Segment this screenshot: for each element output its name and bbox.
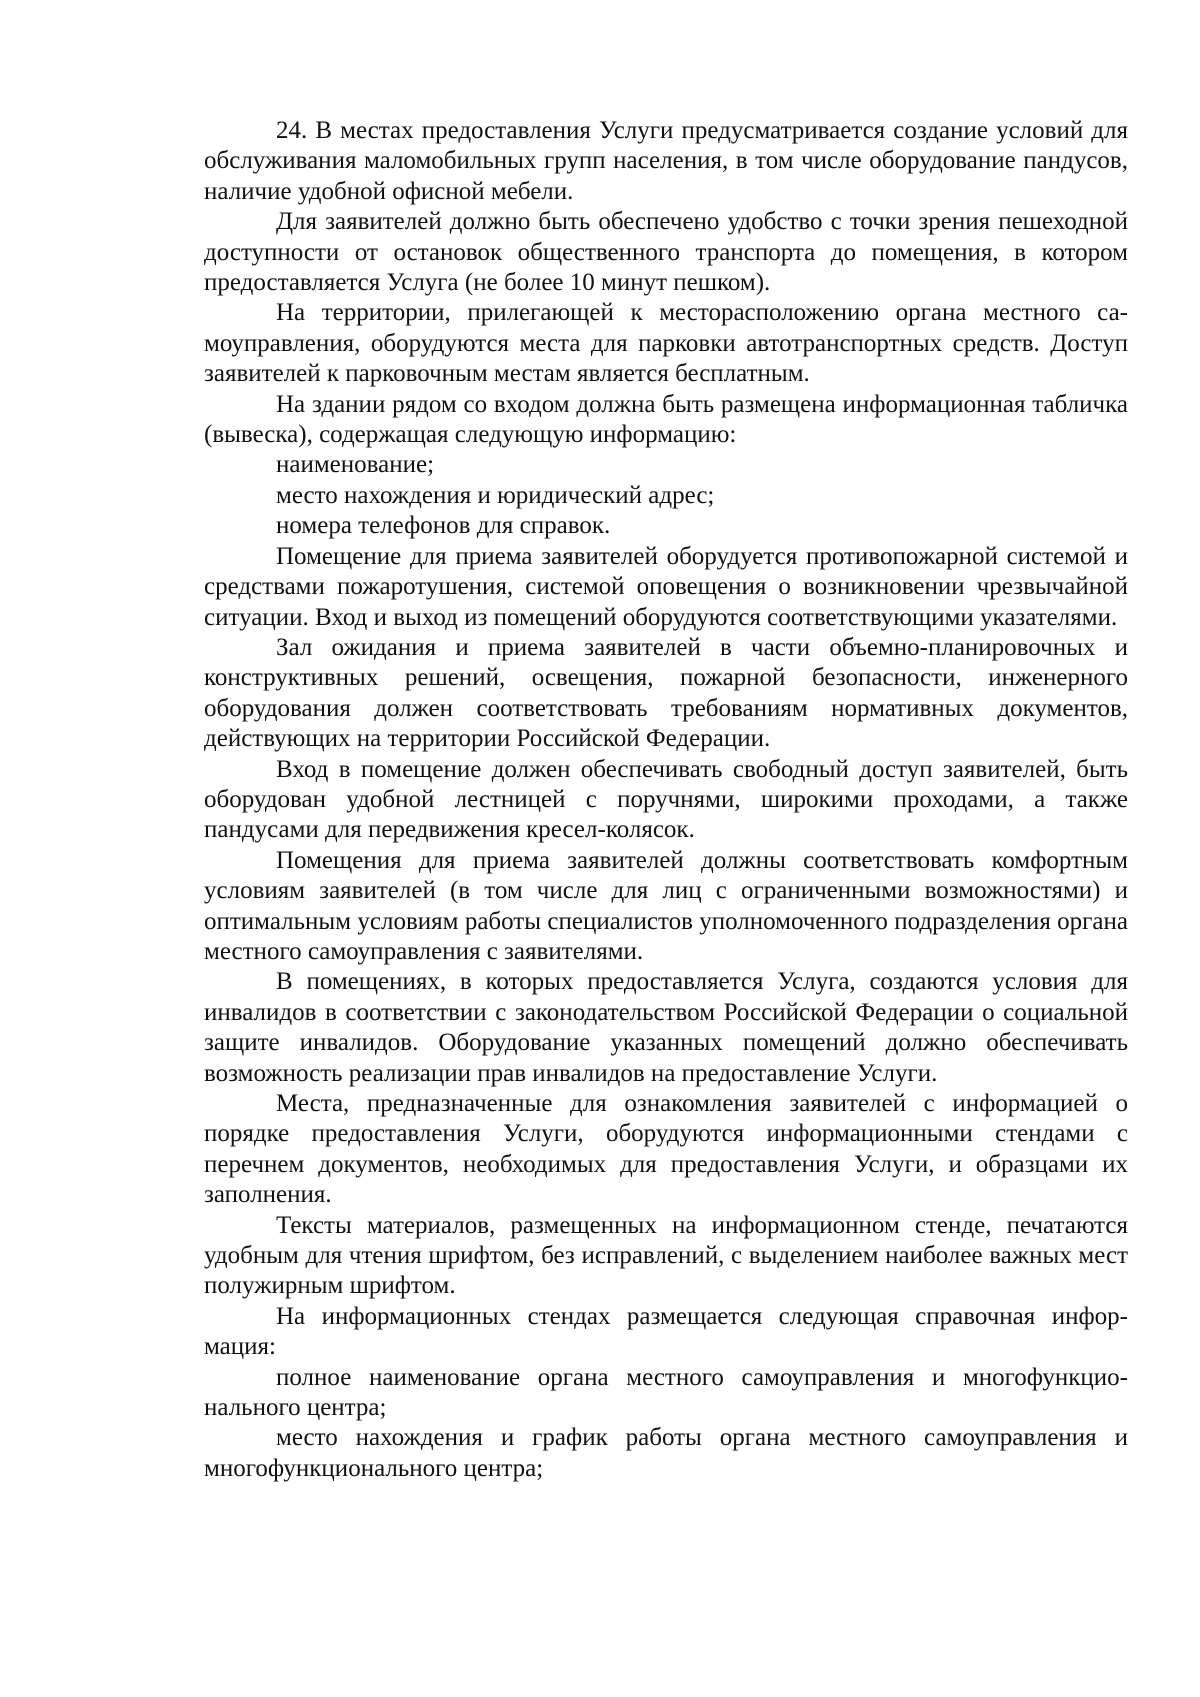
paragraph-disabled-conditions: В помещениях, в которых предоставляется Услуга, создаются условия для инвалидов в соответствии с законодательством Российской Федерации о социальной защите инвалидов. Оборудование указанных помещений должно обеспечивать возможность реализации прав инвалидов на предоставление Услуги. [204, 968, 1128, 1087]
list-item-phones: номера телефонов для справок. [276, 512, 611, 540]
paragraph-pedestrian-access: Для заявителей должно быть обеспечено удобство с точки зрения пешеходной доступности от остановок общественного транспорта до помещения, в котором предоставляется Услуга (не более 10 минут пешком). [204, 208, 1128, 297]
list-item-location-schedule: место нахождения и график работы органа местного самоуправления и многофункционального центра; [204, 1424, 1128, 1482]
paragraph-item-24: 24. В местах предоставления Услуги предусматривается создание условий для обслуживания маломобильных групп населения, в том числе оборудование пандусов, наличие удобной офисной мебели. [204, 117, 1128, 205]
paragraph-info-stands: Места, предназначенные для ознакомления заявителей с информацией о порядке предоставления Услуги, оборудуются информационными стендами с перечнем документов, необходимых для предоставления Услуги, и образцами их заполнения. [204, 1090, 1128, 1209]
paragraph-waiting-hall: Зал ожидания и приема заявителей в части объемно-планировочных и конструктивных решений, освещения, пожарной безопасности, инженерного оборудования должен соответствовать требованиям нормативных документов, действующих на территории Российской Федерации. [204, 633, 1128, 753]
list-item-name: наименование; [276, 451, 435, 479]
list-item-address: место нахождения и юридический адрес; [276, 481, 715, 509]
paragraph-entrance: Вход в помещение должен обеспечивать свободный доступ заявителей, быть оборудован удобной лестницей с поручнями, широкими проходами, а также пандусами для передвижения кресел-колясок. [204, 755, 1128, 844]
paragraph-stand-texts: Тексты материалов, размещенных на информационном стенде, печатаются удобным для чтения шрифтом, без исправлений, с выделением наиболее важных мест полужирным шрифтом. [204, 1211, 1128, 1300]
paragraph-reference-info: На информационных стендах размещается следующая справочная информация: [204, 1302, 1128, 1361]
paragraph-fire-safety: Помещение для приема заявителей оборудуется противопожарной системой и средствами пожаротушения, системой оповещения о возникновении чрезвычайной ситуации. Вход и выход из помещений оборудуются соответствующими указателями. [204, 542, 1128, 631]
paragraph-reception-rooms: Помещения для приема заявителей должны соответствовать комфортным условиям заявителей (в том числе для лиц с ограниченными возможностями) и оптимальным условиям работы специалистов уполномоченного подразделения органа местного самоуправления с заявителями. [204, 846, 1128, 965]
paragraph-sign-plate: На здании рядом со входом должна быть размещена информационная табличка (вывеска), содержащая следующую информацию: [204, 390, 1128, 449]
list-item-full-name: полное наименование органа местного самоуправления и многофункционального центра; [204, 1363, 1128, 1422]
paragraph-parking: На территории, прилегающей к месторасположению органа местного самоуправления, оборудуются места для парковки автотранспортных средств. Доступ заявителей к парковочным местам является бесплатным. [204, 299, 1128, 388]
document-body [204, 116, 1128, 1484]
